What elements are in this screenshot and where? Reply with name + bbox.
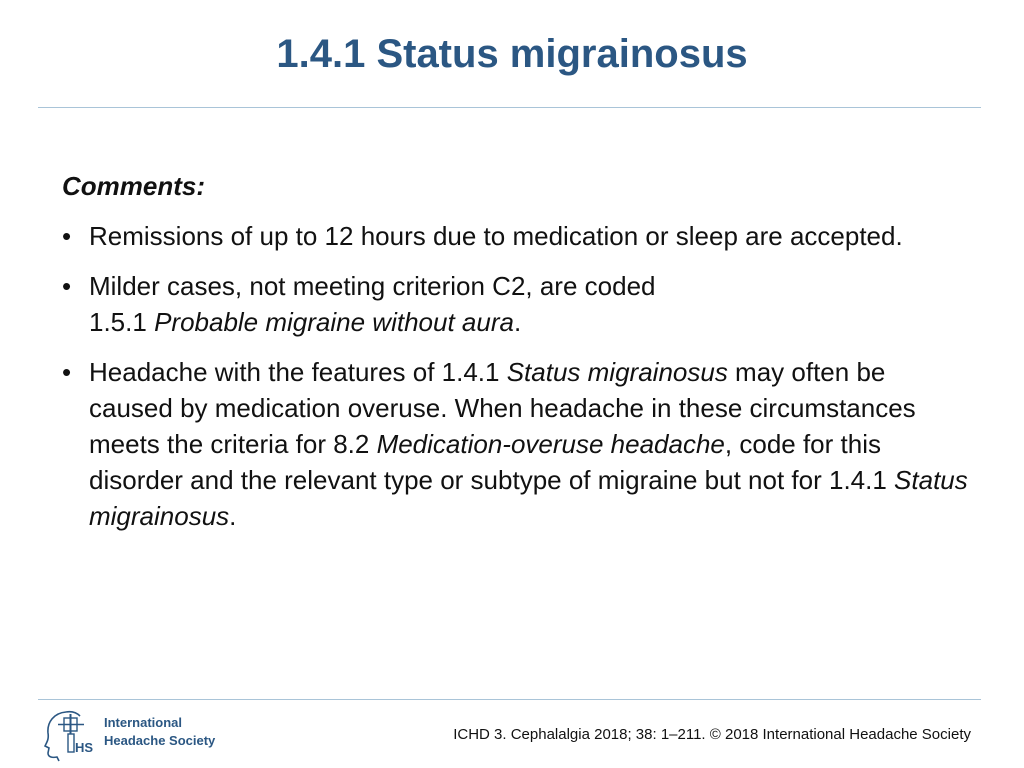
bullet-segment: . [229, 501, 237, 531]
logo-line-1: International [104, 715, 183, 730]
logo-line-2: Headache Society [104, 733, 216, 748]
bullet-segment: Headache with the features of 1.4.1 [89, 357, 507, 387]
ihs-logo-text [104, 714, 215, 750]
bullet-segment-italic: Probable migraine without aura [154, 307, 514, 337]
bullet-icon: • [62, 221, 72, 251]
bullet-segment: Remissions of up to 12 hours due to medication or sleep are accepted. [89, 221, 903, 251]
bullet-segment-italic: Status migrainosus [89, 465, 968, 531]
slide-content [62, 168, 972, 548]
bullet-segment: may often be caused by medication overuse. When headache in these circumstances meets the criteria for 8.2 [89, 357, 916, 459]
bullet-segment-italic: Status migrainosus [506, 357, 728, 387]
ihs-head-logo-icon [44, 708, 102, 762]
bullet-segment: , code for this disorder and the relevant type or subtype of migraine but not for 1.4.1 [89, 429, 895, 495]
citation: ICHD 3. Cephalalgia 2018; 38: 1–211. © 2018 International Headache Society [453, 726, 971, 743]
bullet-segment: 1.5.1 [89, 307, 155, 337]
footer-divider [38, 699, 981, 700]
bullet-item [62, 218, 972, 254]
ihs-logo [44, 708, 234, 762]
bullet-item [62, 354, 972, 534]
bullet-item [62, 268, 972, 340]
bullet-icon: • [62, 357, 72, 387]
comments-heading: Comments: [62, 171, 206, 201]
bullet-segment: Milder cases, not meeting criterion C2, are coded [89, 271, 656, 301]
page-title: 1.4.1 Status migrainosus [276, 32, 748, 76]
bullet-segment: . [513, 307, 522, 337]
bullet-segment-italic: Medication-overuse headache [376, 429, 725, 459]
svg-text:HS: HS [75, 740, 94, 755]
bullet-icon: • [62, 271, 72, 301]
title-divider [38, 107, 981, 108]
bullet-text [89, 271, 656, 337]
bullet-text [89, 221, 903, 251]
bullet-text [89, 357, 968, 531]
bullet-list [62, 218, 972, 534]
